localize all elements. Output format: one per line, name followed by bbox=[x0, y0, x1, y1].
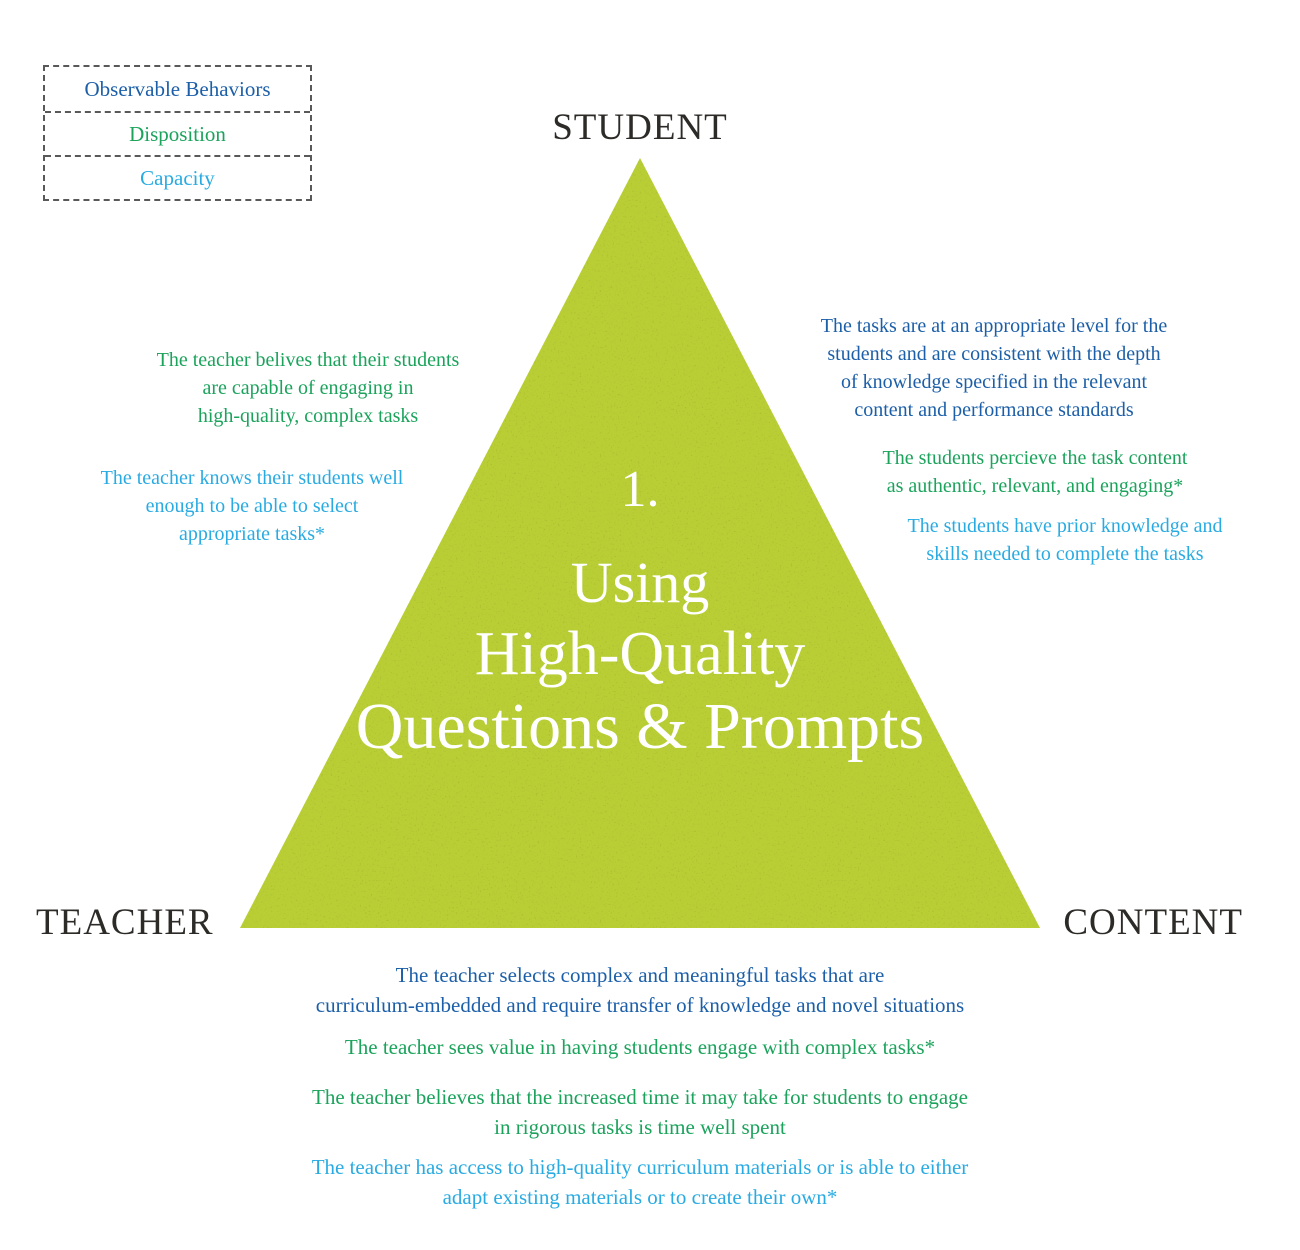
annotation-bottom-observable-behaviors bbox=[260, 960, 1020, 1020]
annotation-bottom-disposition-2 bbox=[260, 1082, 1020, 1142]
annotation-line: The teacher knows their students well bbox=[100, 467, 404, 489]
annotation-left-disposition bbox=[108, 346, 508, 430]
legend-label-disposition: Disposition bbox=[129, 121, 226, 146]
annotation-line: students and are consistent with the depth bbox=[827, 343, 1161, 365]
annotation-line: The teacher belives that their students bbox=[156, 349, 460, 371]
annotation-line: The students have prior knowledge and bbox=[907, 515, 1223, 537]
legend bbox=[43, 65, 312, 201]
annotation-bottom-capacity bbox=[260, 1152, 1020, 1212]
annotation-line: The teacher has access to high-quality curriculum materials or is able to either bbox=[311, 1155, 969, 1179]
triangle-number: 1. bbox=[620, 461, 660, 518]
legend-label-observable-behaviors: Observable Behaviors bbox=[84, 76, 271, 101]
annotation-line: in rigorous tasks is time well spent bbox=[494, 1115, 786, 1139]
vertex-label-teacher: TEACHER bbox=[36, 902, 214, 943]
annotation-line: content and performance standards bbox=[854, 399, 1134, 421]
annotation-right-disposition bbox=[840, 444, 1230, 500]
annotation-right-observable-behaviors bbox=[778, 312, 1210, 424]
annotation-left-capacity bbox=[52, 464, 452, 548]
triangle-title-line-2: High-Quality bbox=[474, 620, 806, 688]
annotation-line: The teacher sees value in having students engage with complex tasks* bbox=[344, 1035, 936, 1059]
annotation-line: appropriate tasks* bbox=[178, 523, 326, 545]
legend-item-disposition bbox=[45, 111, 310, 155]
triangle-title-line-3: Questions & Prompts bbox=[355, 690, 925, 763]
annotation-line: high-quality, complex tasks bbox=[197, 405, 419, 427]
annotation-line: skills needed to complete the tasks bbox=[926, 543, 1204, 565]
annotation-line: The students percieve the task content bbox=[882, 447, 1188, 469]
annotation-line: The tasks are at an appropriate level for the bbox=[820, 315, 1168, 337]
annotation-line: curriculum-embedded and require transfer of knowledge and novel situations bbox=[315, 993, 965, 1017]
annotation-line: enough to be able to select bbox=[145, 495, 359, 517]
annotation-line: adapt existing materials or to create their own* bbox=[442, 1185, 838, 1209]
annotation-line: The teacher believes that the increased time it may take for students to engage bbox=[312, 1085, 968, 1109]
legend-item-observable-behaviors bbox=[45, 67, 310, 111]
annotation-line: The teacher selects complex and meaningful tasks that are bbox=[395, 963, 885, 987]
annotation-line: as authentic, relevant, and engaging* bbox=[886, 475, 1184, 497]
vertex-label-content: CONTENT bbox=[1063, 902, 1243, 943]
annotation-line: of knowledge specified in the relevant bbox=[841, 371, 1147, 393]
annotation-bottom-disposition-1 bbox=[260, 1032, 1020, 1062]
triangle-title-line-1: Using bbox=[570, 550, 710, 615]
legend-item-capacity bbox=[45, 155, 310, 199]
vertex-label-student: STUDENT bbox=[552, 107, 728, 148]
legend-label-capacity: Capacity bbox=[140, 165, 215, 190]
annotation-line: are capable of engaging in bbox=[202, 377, 414, 399]
annotation-right-capacity bbox=[880, 512, 1250, 568]
